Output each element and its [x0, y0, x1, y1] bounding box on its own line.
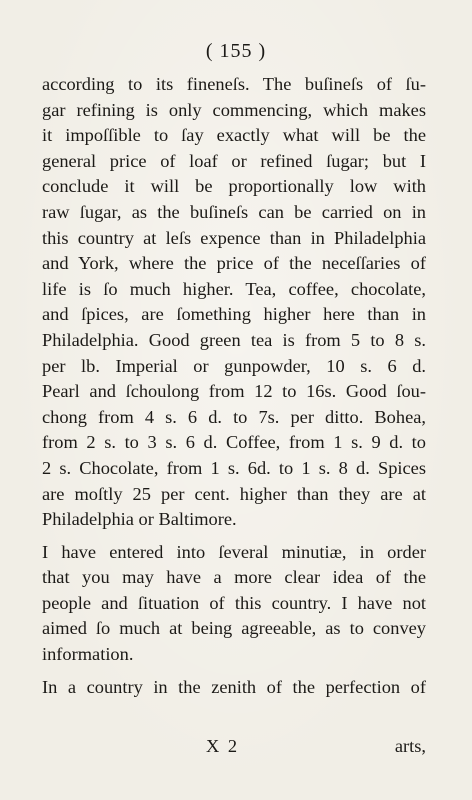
text-line: per lb. Imperial or gunpowder, 10 s. 6 d.: [42, 355, 426, 376]
text-line: that you may have a more clear idea of the: [42, 567, 426, 588]
catchword: arts,: [394, 736, 426, 756]
text-line: Philadelphia. Good green tea is from 5 to 8 s.: [42, 329, 426, 350]
text-line: chong from 4 s. 6 d. to 7s. per ditto. Bohea,: [42, 406, 426, 427]
text-line: life is ſo much higher. Tea, coffee, chocolate,: [42, 278, 426, 299]
text-line: people and ſituation of this country. I have not: [42, 592, 426, 613]
text-line: raw ſugar, as the buſineſs can be carried on in: [42, 201, 426, 222]
text-line: information.: [42, 644, 134, 665]
signature-mark: X 2: [206, 736, 240, 756]
text-line: from 2 s. to 3 s. 6 d. Coffee, from 1 s. 9 d. to: [42, 432, 426, 453]
text-line: 2 s. Chocolate, from 1 s. 6d. to 1 s. 8 d. Spices: [42, 457, 426, 478]
text-line: Philadelphia or Baltimore.: [42, 509, 237, 530]
paragraph: [42, 72, 426, 533]
paragraph: [42, 540, 426, 668]
text-line: and York, where the price of the neceſſaries of: [42, 253, 426, 274]
text-line: Pearl and ſchoulong from 12 to 16s. Good ſou-: [42, 381, 426, 402]
body-text: [42, 72, 426, 700]
text-line: aimed ſo much at being agreeable, as to convey: [42, 618, 426, 639]
text-line: are moſtly 25 per cent. higher than they are at: [42, 483, 426, 504]
page-number: ( 155 ): [205, 40, 267, 62]
page-footer: [42, 734, 426, 758]
text-line: I have entered into ſeveral minutiæ, in order: [42, 541, 426, 562]
text-line: this country at leſs expence than in Philadelphia: [42, 227, 426, 248]
text-line: conclude it will be proportionally low with: [42, 176, 426, 197]
text-line: In a country in the zenith of the perfection of: [42, 676, 426, 697]
text-line: gar refining is only commencing, which makes: [42, 99, 426, 120]
text-line: and ſpices, are ſomething higher here than in: [42, 304, 426, 325]
text-line: it impoſſible to ſay exactly what will be the: [42, 125, 426, 146]
text-line: general price of loaf or refined ſugar; but I: [42, 150, 426, 171]
text-line: according to its fineneſs. The buſineſs of ſu-: [42, 74, 426, 94]
paragraph: [42, 675, 426, 701]
